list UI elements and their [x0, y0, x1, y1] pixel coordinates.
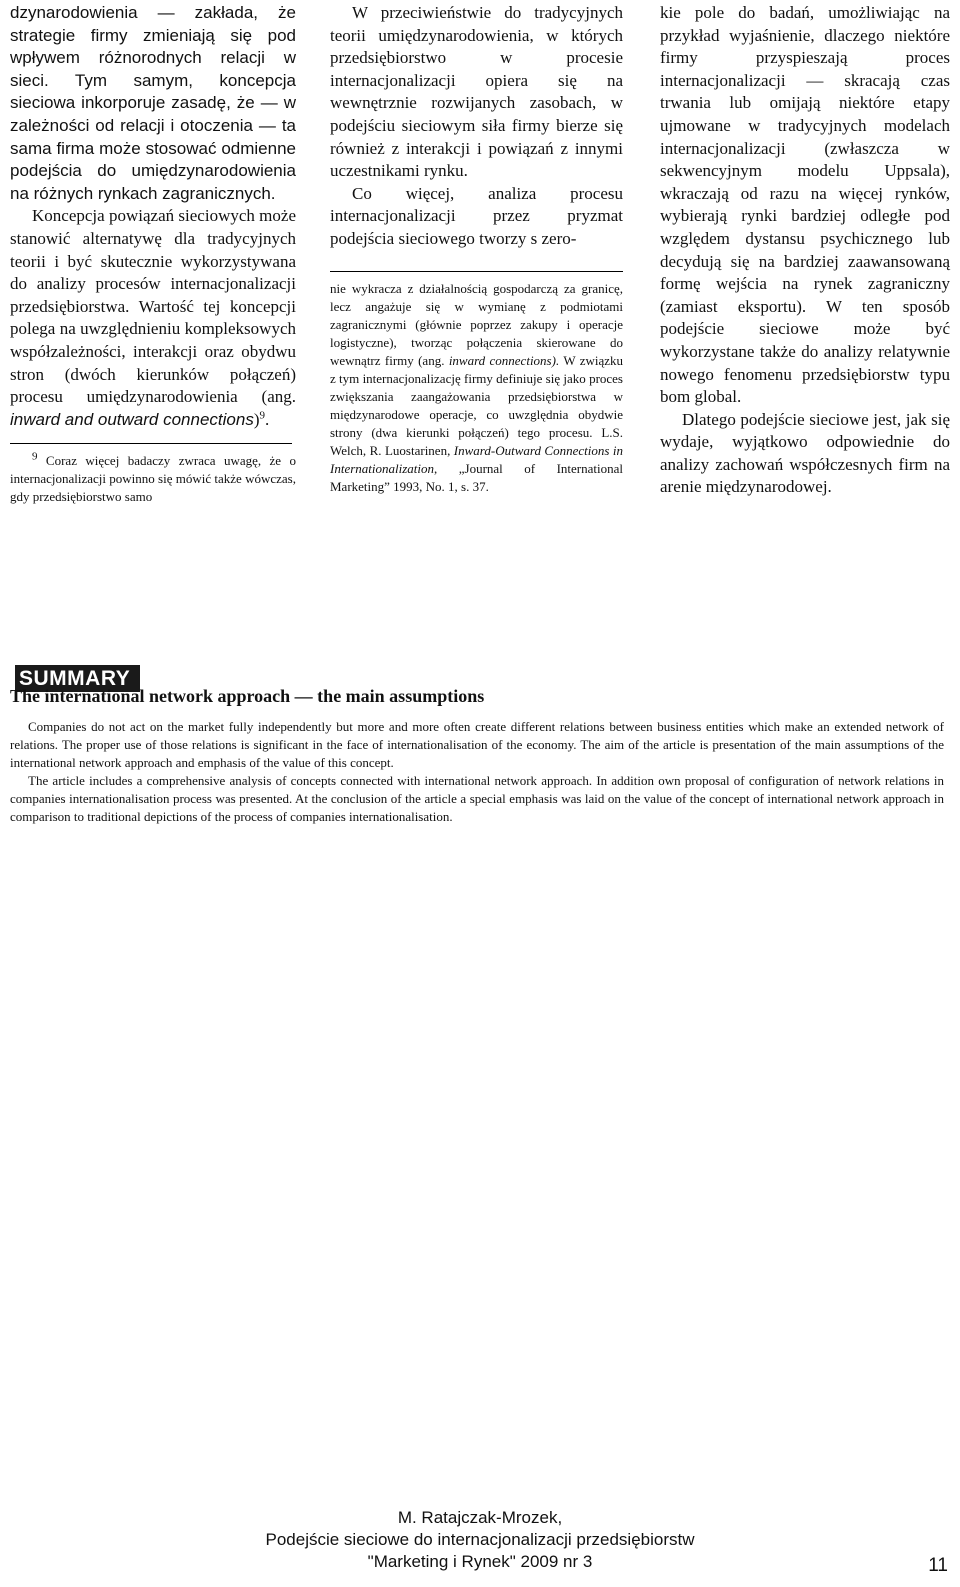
summary-title: The international network approach — the main assumptions	[10, 686, 485, 706]
body-text: )	[253, 409, 260, 429]
footer-journal: "Marketing i Rynek" 2009 nr 3	[367, 1552, 593, 1571]
text-column-2	[330, 2, 623, 496]
footnote-divider	[330, 271, 623, 272]
footnote-text: nie wykracza z działalnością gospodarczą za granicę, lecz angażuje się w wymianę z podmiotami zagranicznymi (głównie poprzez zakupy i operacje logistyczne), tworząc połączenia skierowane do wewnątrz firmy (ang.	[330, 280, 623, 368]
footnote-paragraph	[330, 280, 623, 496]
text-column-1	[10, 2, 296, 506]
cited-title: Inward-Outward Connections in Internationalization	[330, 442, 623, 476]
footer-author: M. Ratajczak-Mrozek,	[397, 1508, 563, 1527]
footnote-paragraph	[10, 452, 296, 506]
footnote-text: W związku z tym internacjonalizację firmy definiuje się jako proces zwiększania zaangażowania przedsiębiorstwa w międzynarodowe operacje, co uwzględnia obydwie strony (dwa kierunki połączeń) tego procesu. L.S. Welch, R. Luostarinen,	[330, 352, 624, 458]
page-number: 11	[928, 1555, 948, 1576]
footnote-number: 9	[32, 450, 38, 463]
page-footer	[200, 1507, 760, 1573]
footnote-continuation	[330, 280, 623, 496]
body-paragraph: dzynarodowienia — zakłada, że strategie firmy zmieniają się pod wpływem różnorodnych relacji w sieci. Tym samym, koncepcja sieciowa inkorporuje zasadę, że — w zależności od relacji i otoczenia — ta sama firma może stosować odmienne podejścia do umiędzynarodowienia na różnych rynkach zagranicznych.	[10, 3, 296, 203]
italic-term: inward connections).	[448, 352, 560, 368]
summary-paragraph: The article includes a comprehensive analysis of concepts connected with international network approach. In addition own proposal of configuration of network relations in companies internationalisation process was presented. At the conclusion of the article a special emphasis was laid on the value of the concept of international network approach in comparison to traditional depictions of the process of companies internationalisation.	[10, 773, 944, 824]
summary-badge: SUMMARY	[15, 665, 140, 692]
summary-paragraph: Companies do not act on the market fully independently but more and more often create different relations between business entities which make an extended network of relations. The proper use of those relations is significant in the face of internationalisation of the economy. The aim of the article is presentation of the main assumptions of the international network approach and emphasis of the value of this concept.	[10, 719, 944, 770]
body-paragraph: W przeciwieństwie do tradycyjnych teorii umiędzynarodowienia, w których przedsiębiorstwo w procesie internacjonalizacji opiera się na wewnętrznie rozwijanych zasobach, w podejściu sieciowym siła firmy bierze się również z interakcji i powiązań z innymi uczestnikami rynku.	[330, 3, 623, 181]
body-paragraph	[10, 205, 296, 431]
body-paragraph: Co więcej, analiza procesu internacjonalizacji przez pryzmat podejścia sieciowego tworzy s zero-	[330, 183, 623, 248]
footnote-divider	[10, 443, 292, 444]
body-paragraph: Dlatego podejście sieciowe jest, jak się wydaje, wyjątkowo odpowiednie do analizy zachowań współczesnych firm na arenie międzynarodowej.	[660, 409, 950, 497]
body-text: Koncepcja powiązań sieciowych może stanowić alternatywę dla tradycyjnych teorii i być skutecznie wykorzystywana do analizy procesów internacjonalizacji przedsiębiorstwa. Wartość tej koncepcji polega na uwzględnieniu kompleksowych współzależności, interakcji oraz obydwu stron (dwóch kierunków połączeń) procesu umiędzynarodowienia (ang.	[10, 206, 296, 407]
body-paragraph: kie pole do badań, umożliwiając na przykład wyjaśnienie, dlaczego niektóre firmy przyspieszają proces internacjonalizacji — skracają czas trwania lub omijają niektóre etapy ujmowane w tradycyjnych modelach internacjonalizacji (zwłaszcza w sekwencyjnym modelu Uppsala), wkraczają od razu na więcej rynków, wybierają rynki bardziej odległe pod względem dystansu psychicznego lub decydują się na bardziej zaawansowaną formę wejścia na rynek zagraniczny (zamiast eksportu). W ten sposób podejście sieciowe może być wykorzystane także do analizy relatywnie nowego fenomenu przedsiębiorstw typu bom global.	[660, 3, 950, 407]
footer-article-title: Podejście sieciowe do internacjonalizacji przedsiębiorstw	[265, 1530, 695, 1549]
footnote	[10, 452, 296, 506]
body-text: .	[265, 409, 270, 429]
footnote-reference: 9	[259, 409, 265, 422]
footnote-text: , „Journal of International Marketing” 1993, No. 1, s. 37.	[330, 460, 623, 494]
footnote-text: Coraz więcej badaczy zwraca uwagę, że o internacjonalizacji powinno się mówić także wówczas, gdy przedsiębiorstwo samo	[10, 453, 296, 505]
italic-term: inward and outward connections	[10, 409, 254, 429]
text-column-3	[660, 2, 950, 499]
summary-body	[10, 718, 944, 826]
